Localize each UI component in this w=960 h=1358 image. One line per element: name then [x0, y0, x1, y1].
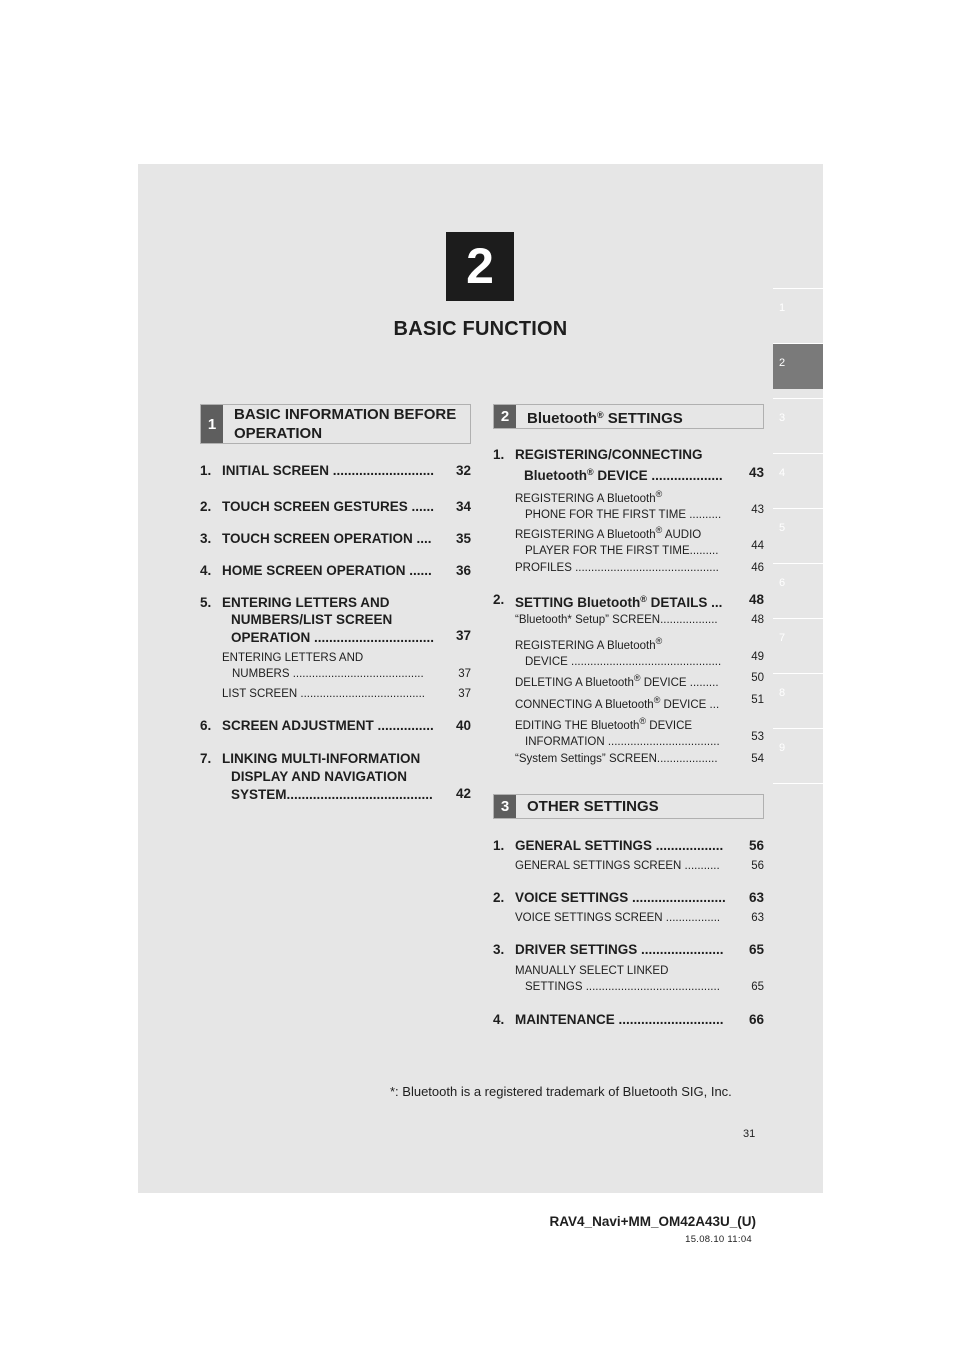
- section-title-line: BASIC INFORMATION BEFORE: [234, 406, 457, 423]
- entry-index: 7.: [200, 751, 212, 766]
- entry-page: 63: [748, 890, 764, 905]
- toc-entry-touch-operation[interactable]: [200, 529, 471, 548]
- toc-sub-profiles[interactable]: [515, 560, 764, 576]
- entry-title-text: DEVICE ...................: [593, 468, 723, 483]
- sub-title: “System Settings” SCREEN...................: [515, 753, 718, 765]
- sub-page: 63: [751, 912, 764, 924]
- toc-entry-home-screen[interactable]: [200, 561, 471, 580]
- sub-page: 65: [751, 981, 764, 993]
- entry-index: 1.: [200, 463, 212, 478]
- toc-sub-registering-audio[interactable]: [515, 522, 764, 557]
- toc-entry-registering-connecting[interactable]: [493, 445, 764, 482]
- sub-title-text: CONNECTING A Bluetooth: [515, 699, 654, 711]
- toc-entry-general-settings[interactable]: [493, 836, 764, 855]
- sub-page: 37: [458, 668, 471, 680]
- sub-title: LIST SCREEN .......................................: [222, 688, 426, 700]
- entry-page: 40: [455, 718, 471, 733]
- entry-title-cont: SYSTEM.......................................: [231, 787, 433, 802]
- sub-title-cont: INFORMATION ...................................: [525, 736, 720, 748]
- entry-title: HOME SCREEN OPERATION ......: [222, 563, 432, 578]
- section-header-1: [200, 404, 471, 444]
- toc-sub-registering-phone[interactable]: [515, 486, 764, 521]
- sub-title: [515, 713, 764, 734]
- section-title: OTHER SETTINGS: [527, 798, 659, 815]
- section-header-2: [493, 404, 764, 429]
- toc-sub-general-settings-screen[interactable]: [515, 858, 764, 874]
- entry-index: 4.: [493, 1012, 505, 1027]
- sub-title-text: REGISTERING A Bluetooth: [515, 493, 656, 505]
- toc-sub-deleting-device[interactable]: [515, 670, 764, 689]
- document-timestamp: 15.08.10 11:04: [685, 1234, 752, 1245]
- sub-title-cont: PLAYER FOR THE FIRST TIME.........: [525, 545, 719, 557]
- section-number: 2: [494, 405, 516, 428]
- chapter-number-box: 2: [446, 232, 514, 301]
- chapter-tab-9[interactable]: 9: [773, 728, 823, 774]
- toc-entry-entering-letters[interactable]: [200, 593, 471, 645]
- entry-index: 2.: [493, 592, 505, 607]
- sub-title-text: DEVICE .........: [640, 677, 719, 689]
- entry-index: 3.: [200, 531, 212, 546]
- sub-page: 54: [751, 753, 764, 765]
- sub-page: 51: [751, 694, 764, 706]
- section-number: 3: [494, 795, 516, 818]
- sub-title: MANUALLY SELECT LINKED: [515, 965, 669, 977]
- entry-index: 5.: [200, 595, 212, 610]
- toc-sub-list-screen[interactable]: [222, 686, 471, 702]
- toc-entry-voice-settings[interactable]: [493, 888, 764, 907]
- sub-title-text: REGISTERING A Bluetooth: [515, 640, 656, 652]
- toc-sub-system-settings[interactable]: [515, 751, 764, 767]
- sub-page: 46: [751, 562, 764, 574]
- entry-title: DRIVER SETTINGS ......................: [515, 942, 724, 957]
- entry-title-text: Bluetooth: [524, 468, 587, 483]
- sub-title: “Bluetooth* Setup” SCREEN..................: [515, 614, 718, 626]
- chapter-tab-3[interactable]: 3: [773, 398, 823, 444]
- toc-sub-connecting-device[interactable]: [515, 692, 764, 711]
- sub-page: 50: [751, 672, 764, 684]
- sub-title-text: DEVICE ...: [660, 699, 720, 711]
- footnote: *: Bluetooth is a registered trademark of Bluetooth SIG, Inc.: [390, 1084, 732, 1099]
- entry-title-text: SETTING Bluetooth: [515, 595, 641, 610]
- sub-title: ENTERING LETTERS AND: [222, 652, 364, 664]
- entry-title-cont: DISPLAY AND NAVIGATION: [231, 769, 408, 784]
- chapter-tab-6[interactable]: 6: [773, 563, 823, 609]
- sub-title-cont: PHONE FOR THE FIRST TIME ..........: [525, 509, 722, 521]
- registered-mark: ®: [655, 489, 663, 499]
- chapter-title: BASIC FUNCTION: [393, 318, 568, 340]
- entry-page: 65: [748, 942, 764, 957]
- toc-entry-maintenance[interactable]: [493, 1010, 764, 1029]
- sub-page: 56: [751, 860, 764, 872]
- entry-title: MAINTENANCE ............................: [515, 1012, 724, 1027]
- entry-title: SCREEN ADJUSTMENT ...............: [222, 718, 434, 733]
- registered-mark: ®: [655, 636, 663, 646]
- entry-page: 37: [455, 628, 471, 643]
- entry-index: 3.: [493, 942, 505, 957]
- entry-title: VOICE SETTINGS .........................: [515, 890, 726, 905]
- section-number: 1: [201, 405, 223, 443]
- document-code: RAV4_Navi+MM_OM42A43U_(U): [549, 1214, 756, 1229]
- toc-entry-initial-screen[interactable]: [200, 461, 471, 480]
- chapter-tab-2[interactable]: 2: [773, 343, 823, 389]
- toc-entry-driver-settings[interactable]: [493, 940, 764, 959]
- sub-title: GENERAL SETTINGS SCREEN ...........: [515, 860, 720, 872]
- entry-page: 48: [748, 592, 764, 607]
- chapter-tab-blank[interactable]: [773, 783, 823, 829]
- registered-mark: ®: [639, 716, 647, 726]
- toc-sub-editing-device[interactable]: [515, 713, 764, 748]
- entry-title: GENERAL SETTINGS ..................: [515, 838, 724, 853]
- sub-title-cont: SETTINGS ..........................................: [525, 981, 720, 993]
- entry-title: ENTERING LETTERS AND: [222, 595, 390, 610]
- entry-title: [515, 590, 722, 612]
- toc-entry-setting-details[interactable]: [493, 590, 764, 609]
- toc-sub-registering-device[interactable]: [515, 633, 764, 668]
- entry-title: INITIAL SCREEN ...........................: [222, 463, 435, 478]
- entry-title-cont: OPERATION ................................: [231, 630, 435, 645]
- entry-title-cont: NUMBERS/LIST SCREEN: [231, 612, 393, 627]
- entry-index: 6.: [200, 718, 212, 733]
- entry-title-cont: [524, 463, 723, 485]
- sub-title: [515, 486, 764, 507]
- section-title: [223, 405, 456, 443]
- sub-title-text: DELETING A Bluetooth: [515, 677, 634, 689]
- sub-title-text: AUDIO: [662, 529, 702, 541]
- entry-page: 36: [455, 563, 471, 578]
- sub-title-cont: DEVICE ...............................................: [525, 656, 722, 668]
- section-title-text: SETTINGS: [603, 409, 683, 427]
- sub-page: 43: [751, 504, 764, 516]
- entry-page: 42: [455, 786, 471, 801]
- entry-index: 1.: [493, 838, 505, 853]
- sub-title: [515, 633, 764, 654]
- chapter-tab-7[interactable]: 7: [773, 618, 823, 664]
- sub-page: 48: [751, 614, 764, 626]
- registered-mark: ®: [587, 467, 594, 477]
- section-title-line: OPERATION: [234, 425, 323, 442]
- sub-page: 44: [751, 540, 764, 552]
- sub-title: VOICE SETTINGS SCREEN .................: [515, 912, 721, 924]
- sub-title: [515, 670, 764, 691]
- entry-page: 43: [748, 465, 764, 480]
- entry-title: LINKING MULTI-INFORMATION: [222, 751, 421, 766]
- toc-sub-manually-select[interactable]: [515, 963, 764, 995]
- entry-title-text: DETAILS ...: [646, 595, 723, 610]
- chapter-tab-4[interactable]: 4: [773, 453, 823, 499]
- entry-page: 56: [748, 838, 764, 853]
- sub-title: [515, 692, 764, 713]
- entry-page: 35: [455, 531, 471, 546]
- section-title: [516, 406, 683, 428]
- sub-title-text: DEVICE: [646, 720, 693, 732]
- toc-sub-voice-settings-screen[interactable]: [515, 910, 764, 926]
- entry-index: 2.: [493, 890, 505, 905]
- registered-mark: ®: [596, 409, 604, 420]
- page-number: 31: [743, 1128, 756, 1140]
- registered-mark: ®: [640, 594, 647, 604]
- sub-title-text: REGISTERING A Bluetooth: [515, 529, 656, 541]
- toc-entry-linking-display[interactable]: [200, 749, 471, 803]
- section-header-3: [493, 794, 764, 819]
- section-title-text: Bluetooth: [527, 409, 597, 427]
- toc-sub-bluetooth-setup[interactable]: [515, 612, 764, 628]
- entry-page: 32: [455, 463, 471, 478]
- toc-entry-screen-adjustment[interactable]: [200, 716, 471, 735]
- entry-title: TOUCH SCREEN OPERATION ....: [222, 531, 432, 546]
- chapter-tab-8[interactable]: 8: [773, 673, 823, 719]
- entry-title: TOUCH SCREEN GESTURES ......: [222, 499, 435, 514]
- chapter-tab-5[interactable]: 5: [773, 508, 823, 554]
- chapter-tab-1[interactable]: 1: [773, 288, 823, 334]
- entry-index: 1.: [493, 447, 505, 462]
- registered-mark: ®: [653, 695, 661, 705]
- entry-title: REGISTERING/CONNECTING: [515, 447, 703, 462]
- registered-mark: ®: [655, 525, 663, 535]
- entry-page: 34: [455, 499, 471, 514]
- entry-page: 66: [748, 1012, 764, 1027]
- registered-mark: ®: [633, 673, 641, 683]
- sub-title: [515, 522, 764, 543]
- sub-title-cont: NUMBERS .........................................: [232, 668, 424, 680]
- entry-index: 2.: [200, 499, 212, 514]
- toc-entry-touch-gestures[interactable]: [200, 497, 471, 516]
- entry-index: 4.: [200, 563, 212, 578]
- toc-sub-entering-letters[interactable]: [222, 650, 471, 682]
- sub-page: 53: [751, 731, 764, 743]
- sub-page: 37: [458, 688, 471, 700]
- sub-page: 49: [751, 651, 764, 663]
- sub-title-text: EDITING THE Bluetooth: [515, 720, 640, 732]
- sub-title: PROFILES .............................................: [515, 562, 719, 574]
